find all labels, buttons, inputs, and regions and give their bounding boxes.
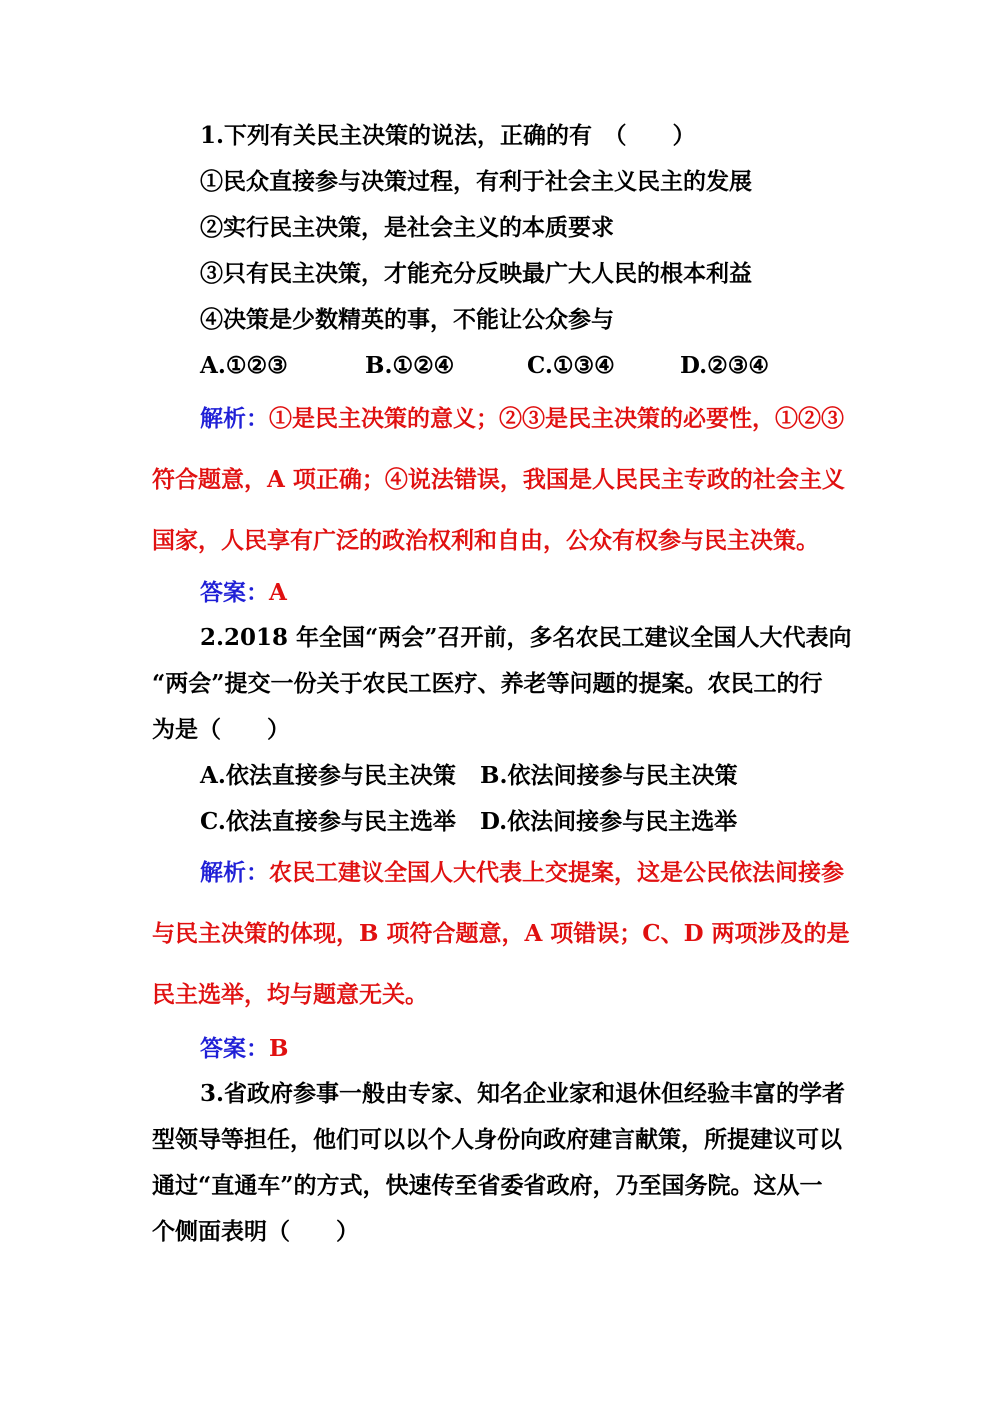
q1-analysis-line-2: 符合题意，A 项正确；④说法错误，我国是人民民主专政的社会主义 xyxy=(152,466,845,493)
q1-analysis-text-1: ①是民主决策的意义；②③是民主决策的必要性，①②③ xyxy=(269,405,844,432)
q2-answer-value: B xyxy=(269,1035,289,1062)
q1-statement-3: ③只有民主决策，才能充分反映最广大人民的根本利益 xyxy=(200,260,752,287)
q2-answer xyxy=(200,1034,900,1064)
q3-stem-line-3: 通过“直通车”的方式，快速传至省委省政府，乃至国务院。这从一 xyxy=(152,1172,823,1199)
q1-answer-label: 答案： xyxy=(200,579,269,606)
q1-statement-2: ②实行民主决策，是社会主义的本质要求 xyxy=(200,214,614,241)
q2-option-d: D.依法间接参与民主选举 xyxy=(480,808,738,835)
q2-analysis-line-1 xyxy=(200,858,900,888)
q3-stem-line-4: 个侧面表明（ ） xyxy=(152,1218,359,1245)
q1-analysis-label: 解析： xyxy=(200,405,269,432)
q3-stem-line-2: 型领导等担任，他们可以以个人身份向政府建言献策，所提建议可以 xyxy=(152,1126,842,1153)
q1-statement-1: ①民众直接参与决策过程，有利于社会主义民主的发展 xyxy=(200,168,752,195)
q2-analysis-line-3: 民主选举，均与题意无关。 xyxy=(152,981,428,1008)
q1-stem: 1.下列有关民主决策的说法，正确的有 （ ） xyxy=(200,122,696,149)
q1-option-c: C.①③④ xyxy=(527,352,615,379)
q2-analysis-text-1: 农民工建议全国人大代表上交提案，这是公民依法间接参 xyxy=(269,859,844,886)
q2-option-b: B.依法间接参与民主决策 xyxy=(480,762,738,789)
q1-option-a: A.①②③ xyxy=(200,352,288,379)
q1-analysis-line-3: 国家，人民享有广泛的政治权利和自由，公众有权参与民主决策。 xyxy=(152,527,819,554)
q2-answer-label: 答案： xyxy=(200,1035,269,1062)
q2-analysis-label: 解析： xyxy=(200,859,269,886)
q2-stem-line-2: “两会”提交一份关于农民工医疗、养老等问题的提案。农民工的行 xyxy=(152,670,823,697)
q2-stem-line-3: 为是（ ） xyxy=(152,716,290,743)
q1-answer xyxy=(200,578,900,608)
q2-option-a: A.依法直接参与民主决策 xyxy=(200,762,456,789)
q1-option-b: B.①②④ xyxy=(365,352,455,379)
q1-statement-4: ④决策是少数精英的事，不能让公众参与 xyxy=(200,306,614,333)
q2-option-c: C.依法直接参与民主选举 xyxy=(200,808,456,835)
q2-stem-line-1: 2.2018 年全国“两会”召开前，多名农民工建议全国人大代表向 xyxy=(200,624,852,651)
q1-analysis-line-1 xyxy=(200,404,900,434)
q3-stem-line-1: 3.省政府参事一般由专家、知名企业家和退休但经验丰富的学者 xyxy=(200,1080,846,1107)
q1-answer-value: A xyxy=(269,579,287,606)
q1-option-d: D.②③④ xyxy=(680,352,769,379)
q2-analysis-line-2: 与民主决策的体现，B 项符合题意，A 项错误；C、D 两项涉及的是 xyxy=(152,920,850,947)
